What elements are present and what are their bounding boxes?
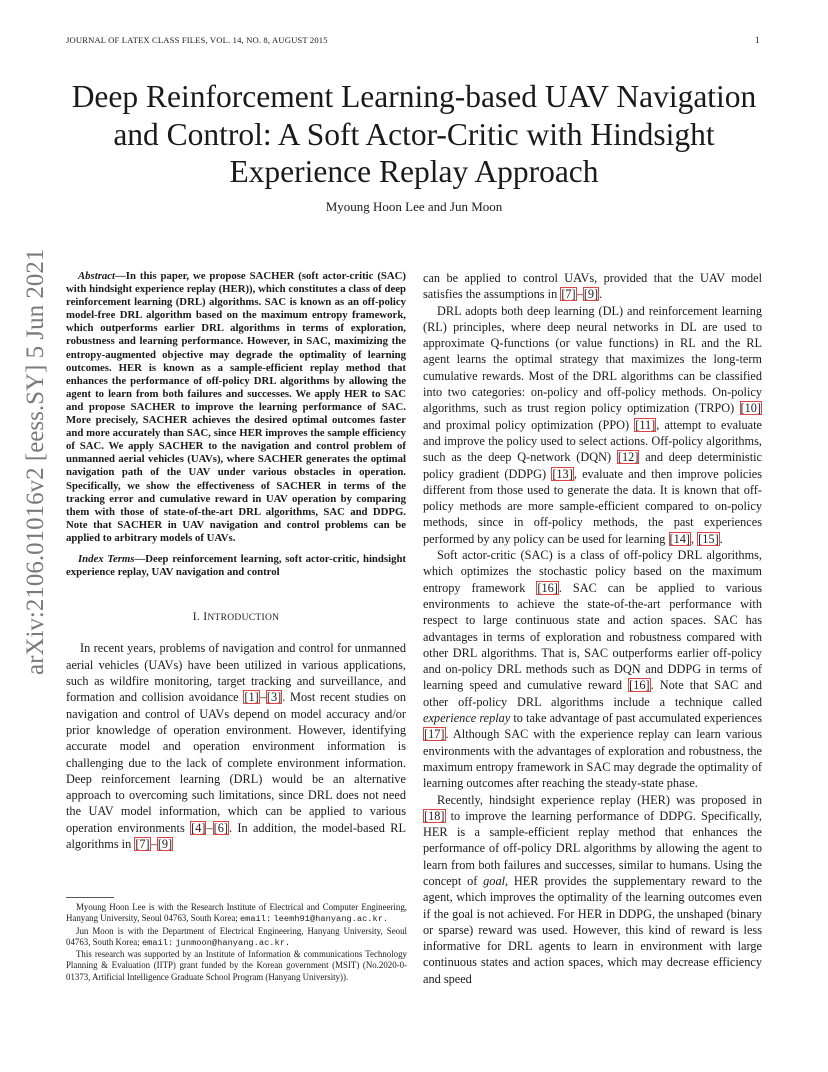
text-run: . SAC can be applied to various environments to achieve the state-of-the-art performance with respect to large continuous state and action spaces. SAC has advantages in terms of exploration and robustness compared with other DRL algorithms. That is, SAC outperforms earlier off-policy and on-policy DRL methods such as DQN and DDPG in terms of learning speed and cumulative reward — [423, 580, 763, 693]
paper-title: Deep Reinforcement Learning-based UAV Navigation and Control: A Soft Actor-Critic with Hindsight Experience Replay Approach — [71, 79, 757, 189]
index-terms-label: Index Terms — [78, 552, 135, 565]
text-run: . Note that SAC and other off-policy DRL algorithms include a technique called — [423, 678, 762, 709]
text-run: . Although SAC with the experience replay can learn various environments with the advantages of exploration and robustness, the maximum entropy framework in SAC may degrade the optimality of learning outcomes after reaching the steady-state phase. — [423, 727, 762, 791]
text-run: to take advantage of past accumulated experiences — [510, 711, 763, 726]
citation-link[interactable]: [15] — [698, 531, 719, 546]
paper-authors: Myoung Hoon Lee and Jun Moon — [325, 199, 503, 214]
paragraph — [423, 792, 762, 988]
text-run: , HER provides the supplementary reward to the agent, which improves the optimality of the learning outcomes even if the goal is not achieved. For HER in DDPG, the unshaped (binary or sparse) reward was used. However, this kind of reward is less informative for DRL agents to learn in environment with large continuous states and action spaces, which may decrease efficiency and speed — [423, 873, 762, 986]
citation-link[interactable]: [17] — [424, 727, 445, 742]
footnotes — [66, 902, 407, 983]
running-header: JOURNAL OF LATEX CLASS FILES, VOL. 14, NO. 8, AUGUST 2015 — [66, 35, 328, 45]
footnote-rule — [66, 897, 114, 898]
email-label: email: — [239, 914, 272, 925]
citation-link[interactable]: [7] — [561, 287, 576, 302]
section-heading — [66, 609, 406, 626]
citation-link[interactable]: [16] — [629, 678, 650, 693]
text-run: , evaluate and then improve policies different from those used to generate the data. It is known that off-policy methods are more sample-efficient compared to on-policy methods, since in off-policy methods, the past experiences performed by any policy can be used for learning — [423, 466, 763, 546]
index-terms — [66, 553, 406, 579]
text-run: . In addition, the model-based RL algorithms in — [66, 820, 406, 852]
footnote-funding: This research was supported by an Institute of Information & communications Technology Planning & Evaluation (IITP) grant funded by the Korean government (MSIT) (No.2020-0-01373, Artificial Intelligence Graduate School Program (Hanyang University)). — [66, 949, 407, 982]
emphasis: goal — [483, 873, 506, 888]
citation-link[interactable]: [3] — [266, 690, 282, 705]
text-run: and deep deterministic policy gradient (DDPG) — [423, 450, 762, 481]
citation-link[interactable]: [6] — [213, 820, 228, 835]
text-run: . Most recent studies on navigation and control of UAVs depend on model accuracy and/or prior knowledge of operation environment. However, identifying accurate model and operation environment information is challenging due to the lack of complete environment information. Deep reinforcement learning (DRL) would be an alternative approach to overcoming such limitations, since DRL does not need the UAV model information, which can be applied to various operation environments — [66, 690, 406, 835]
abstract-label: Abstract — [78, 270, 116, 282]
text-run: Soft actor-critic (SAC) is a class of off-policy DRL algorithms, which optimizes the stochastic policy based on the maximum entropy framework — [423, 548, 762, 595]
citation-link[interactable]: [4] — [191, 820, 206, 835]
citation-link[interactable]: [12] — [617, 450, 639, 465]
text-run: – — [259, 690, 266, 705]
right-column — [423, 270, 762, 987]
paragraph — [423, 270, 762, 303]
text-run: Jun Moon is with the Department of Electrical Engineering, Hanyang University, Seoul 04763, South Korea; — [66, 925, 407, 947]
citation-link[interactable]: [18] — [424, 808, 445, 823]
arxiv-stamp-text: arXiv:2106.01016v2 [eess.SY] 5 Jun 2021 — [22, 248, 49, 675]
citation-link[interactable]: [11] — [635, 417, 656, 432]
abstract-text: —In this paper, we propose SACHER (soft actor-critic (SAC) with hindsight experience replay (HER)), which constitutes a class of deep reinforcement learning (DRL) algorithms. SAC is known as an off-policy model-free DRL algorithm based on the maximum entropy framework, which outperforms earlier DRL algorithms in terms of exploration, robustness and learning performance. However, in SAC, maximizing the entropy-augmented objective may degrade the optimality of learning outcomes. HER is known as a sample-efficient replay method that enhances the performance of off-policy DRL algorithms by allowing the agent to learn from both failures and successes. We apply HER to SAC and propose SACHER to improve the learning performance of SAC. More precisely, SACHER achieves the desired optimal outcomes faster and more accurately than SAC, since HER improves the sample efficiency of SAC. We apply SACHER to the navigation and control problem of unmanned aerial vehicles (UAVs), where SACHER generates the optimal navigation path of the UAV under various obstacles in operation. Specifically, we show the effectiveness of SACHER in terms of the tracking error and cumulative reward in UAV operation by comparing them with those of state-of-the-art DRL algorithms, SAC and DDPG. Note that SACHER in UAV navigation and control problems can be applied to arbitrary models of UAVs. — [66, 270, 406, 544]
email-label: email: — [141, 937, 174, 948]
text-run: . — [599, 287, 603, 302]
citation-link[interactable]: [9] — [157, 837, 173, 852]
text-run: – — [576, 287, 583, 302]
citation-link[interactable]: [9] — [583, 287, 599, 302]
page-number: 1 — [755, 35, 760, 45]
section-title-rest: NTRODUCTION — [207, 613, 280, 624]
section-numeral: I. — [192, 611, 201, 624]
paragraph — [423, 547, 762, 791]
text-run: Recently, hindsight experience replay (HER) was proposed in — [437, 792, 762, 807]
text-run: and proximal policy optimization (PPO) — [423, 417, 635, 432]
citation-link[interactable]: [7] — [135, 837, 150, 852]
text-run: can be applied to control UAVs, provided that the UAV model satisfies the assumptions in — [423, 271, 762, 302]
text-run: to improve the learning performance of DDPG. Specifically, HER is a sample-efficient replay method that enhances the performance of off-policy DRL algorithms by allowing the agent to learn from both failures and successes, similar to humans. Using the concept of — [423, 808, 762, 888]
citation-link[interactable]: [1] — [244, 690, 259, 705]
text-run: , attempt to evaluate and improve the policy used to select actions. Off-policy algorithms, such as the deep Q-network (DQN) — [423, 417, 763, 465]
text-run: In recent years, problems of navigation and control for unmanned aerial vehicles (UAVs) have been utilized in various applications, such as wildfire monitoring, target tracking and surveillance, and formation and collision avoidance — [66, 641, 406, 705]
intro-paragraph — [66, 640, 406, 852]
text-run: – — [150, 837, 157, 852]
citation-link[interactable]: [16] — [537, 580, 558, 595]
text-run: DRL adopts both deep learning (DL) and reinforcement learning (RL) principles, where deep neural networks in DL are used to approximate Q-functions (or value functions) in RL and the RL agent learns the optimal strategy that maximizes the long-term cumulative rewards. Most of the DRL algorithms can be classified into two categories: on-policy and off-policy methods. On-policy algorithms, such as trust region policy optimization (TRPO) — [423, 303, 762, 416]
footnote-author-2 — [66, 926, 407, 950]
citation-link[interactable]: [13] — [552, 466, 573, 481]
text-run: . — [719, 531, 723, 546]
text-run: Myoung Hoon Lee is with the Research Institute of Electrical and Computer Engineering, Hanyang University, Seoul 04763, South Korea; — [66, 902, 407, 924]
section-first-letter: I — [203, 611, 208, 624]
text-run: , — [691, 531, 698, 546]
footnote-author-1 — [66, 902, 407, 926]
email-link[interactable]: leemh91@hanyang.ac.kr. — [273, 914, 389, 925]
citation-link[interactable]: [10] — [740, 401, 761, 416]
index-terms-text: —Deep reinforcement learning, soft actor-critic, hindsight experience replay, UAV navigation and control — [66, 552, 406, 579]
citation-link[interactable]: [14] — [669, 531, 691, 546]
abstract — [66, 270, 406, 545]
left-column — [66, 270, 406, 852]
paragraph — [423, 303, 762, 547]
text-run: – — [206, 820, 213, 835]
email-link[interactable]: junmoon@hanyang.ac.kr. — [175, 937, 291, 948]
emphasis: experience replay — [423, 711, 511, 726]
